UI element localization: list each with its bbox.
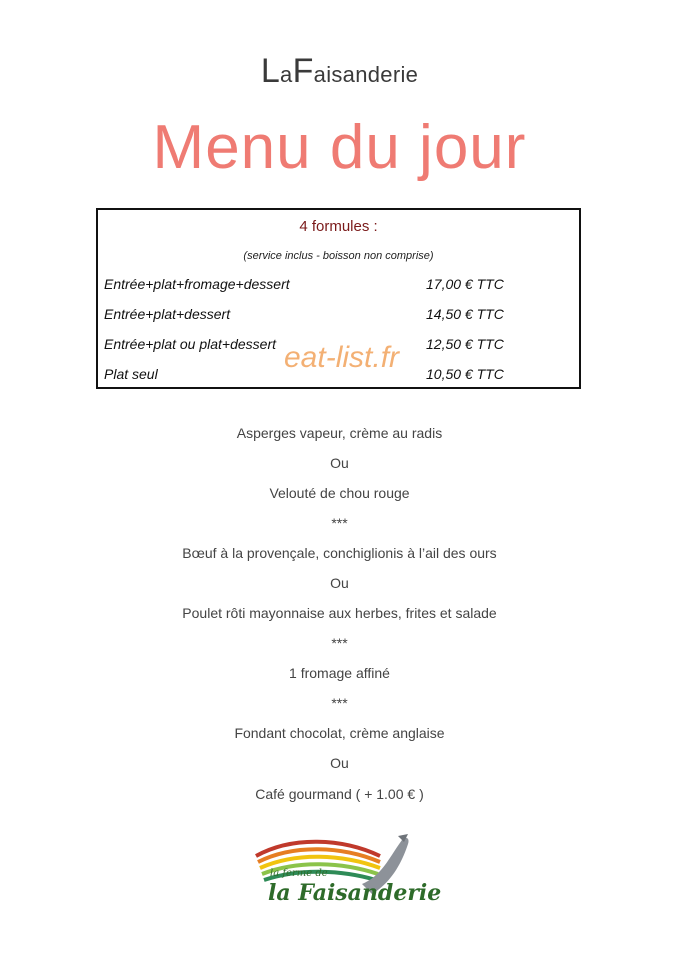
logo-text-large: la Faisanderie bbox=[268, 880, 442, 906]
menu-line: Ou bbox=[330, 455, 349, 471]
menu-separator: *** bbox=[331, 695, 348, 711]
formula-price: 14,50 € TTC bbox=[426, 306, 504, 322]
menu-line: 1 fromage affiné bbox=[289, 665, 390, 681]
formula-price: 10,50 € TTC bbox=[426, 366, 504, 382]
formula-label: Entrée+plat ou plat+dessert bbox=[104, 336, 277, 352]
menu-separator: *** bbox=[331, 635, 348, 651]
formula-row bbox=[104, 306, 573, 326]
menu-line: Ou bbox=[330, 755, 349, 771]
formulas-heading: 4 formules : bbox=[299, 218, 378, 235]
brand-letter-f: F bbox=[292, 52, 314, 90]
watermark: eat-list.fr bbox=[284, 341, 400, 374]
menu-line: Café gourmand ( + 1.00 € ) bbox=[255, 786, 424, 802]
formula-label: Entrée+plat+fromage+dessert bbox=[104, 276, 290, 292]
brand-letter-l: L bbox=[260, 52, 281, 90]
brand-rest: aisanderie bbox=[313, 62, 419, 87]
formulas-subtitle: (service inclus - boisson non comprise) bbox=[243, 250, 434, 262]
menu-line: Ou bbox=[330, 575, 349, 591]
menu-line: Fondant chocolat, crème anglaise bbox=[234, 725, 445, 741]
page-title: Menu du jour bbox=[152, 113, 527, 182]
menu-separator: *** bbox=[331, 515, 348, 531]
formulas-box bbox=[96, 208, 581, 389]
formula-price: 17,00 € TTC bbox=[426, 276, 504, 292]
formula-row bbox=[104, 276, 573, 296]
formula-label: Entrée+plat+dessert bbox=[104, 306, 231, 322]
formula-label: Plat seul bbox=[104, 366, 158, 382]
menu-line: Poulet rôti mayonnaise aux herbes, frites et salade bbox=[182, 605, 497, 621]
menu-line: Asperges vapeur, crème au radis bbox=[236, 425, 443, 441]
formula-price: 12,50 € TTC bbox=[426, 336, 504, 352]
menu-line: Velouté de chou rouge bbox=[269, 485, 410, 501]
logo-text-small: la ferme de bbox=[270, 868, 328, 879]
brand-letter-a: a bbox=[280, 62, 293, 87]
menu-line: Bœuf à la provençale, conchiglionis à l’ail des ours bbox=[182, 545, 497, 561]
brand-name bbox=[0, 52, 679, 91]
